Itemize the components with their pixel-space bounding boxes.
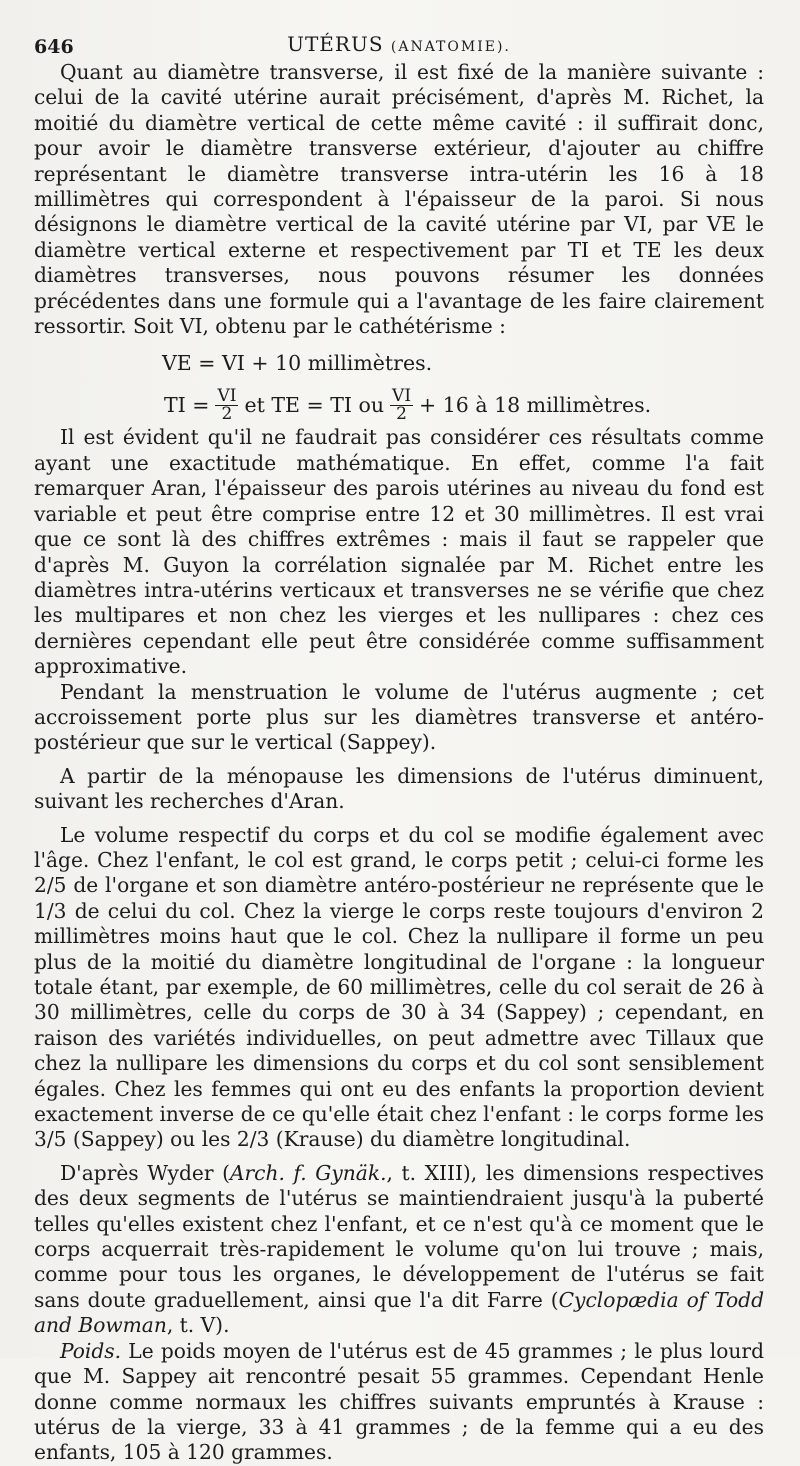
formula-block — [34, 343, 764, 423]
paragraph-exactitude: Il est évident qu'il ne faudrait pas considérer ces résultats comme ayant une exactitude mathématique. En effet, comme l'a fait remarquer Aran, l'épaisseur des parois utérines au niveau du fond est variable et peut être comprise entre 12 et 30 millimètres. Il est vrai que ce sont là des chiffres extrêmes : mais il faut se rappeler que d'après M. Guyon la corrélation signalée par M. Richet entre les diamètres intra-utérins verticaux et transverses ne se vérifie que chez les multipares et non chez les vierges et les nullipares : chez ces dernières cependant elle peut être considérée comme suffisamment approximative. — [34, 425, 764, 679]
formula-te-middle: et TE = TI ou — [244, 392, 385, 417]
formula-te-rhs: + 16 à 18 millimètres. — [419, 392, 652, 417]
wyder-text-start: D'après Wyder ( — [60, 1160, 230, 1185]
poids-heading: Poids. — [60, 1338, 122, 1363]
fraction-vi-over-2 — [215, 385, 238, 424]
fraction-denominator: 2 — [396, 403, 407, 424]
wyder-text-middle: , t. XIII), les dimensions respectives des deux segments de l'utérus se maintiendraient jusqu'à la puberté telles qu'elles existent chez l'enfant, et ce n'est qu'à ce moment que le corps acquerrait très-rapidement le volume qu'on lui trouve ; mais, comme pour tous les organes, le développement de l'utérus se fait sans doute graduellement, ainsi que l'a dit Farre ( — [34, 1160, 764, 1312]
fraction-denominator: 2 — [221, 403, 233, 424]
wyder-text-end: , t. V). — [166, 1313, 230, 1338]
running-head — [34, 32, 764, 56]
fraction-numerator: VI — [392, 385, 412, 406]
running-head-title: UTÉRUS — [287, 32, 384, 56]
paragraph-menstruation: Pendant la menstruation le volume de l'utérus augmente ; cet accroissement porte plus sur les diamètres transverse et antéro-postérieur que sur le vertical (Sappey). — [34, 679, 764, 755]
formula-ti-lhs: TI = — [164, 392, 210, 417]
page-number: 646 — [34, 36, 74, 58]
fraction-vi-over-2-second — [390, 385, 413, 424]
paragraph-volume-corps-col: Le volume respectif du corps et du col se modifie également avec l'âge. Chez l'enfant, le col est grand, le corps petit ; celui-ci forme les 2/5 de l'organe et son diamètre antéro-postérieur ne représente que le 1/3 de celui du col. Chez la vierge le corps reste toujours d'environ 2 millimètres moins haut que le col. Chez la nullipare il forme un peu plus de la moitié du diamètre longitudinal de l'organe : la longueur totale étant, par exemple, de 60 millimètres, celle du col serait de 26 à 30 millimètres, celle du corps de 30 à 34 (Sappey) ; cependant, en raison des variétés individuelles, on peut admettre avec Tillaux que chez la nullipare les dimensions du corps et du col sont sensiblement égales. Chez les femmes qui ont eu des enfants la proportion devient exactement inverse de ce qu'elle était chez l'enfant : le corps forme les 3/5 (Sappey) ou les 2/3 (Krause) du diamètre longitudinal. — [34, 822, 764, 1152]
citation-arch-gynak: Arch. f. Gynäk. — [229, 1160, 387, 1185]
formula-ti-te — [34, 387, 764, 423]
formula-ve: VE = VI + 10 millimètres. — [162, 351, 433, 376]
poids-text: Le poids moyen de l'utérus est de 45 grammes ; le plus lourd que M. Sappey ait rencontré pesait 55 grammes. Cependant Henle donne comme normaux les chiffres suivants empruntés à Krause : utérus de la vierge, 33 à 41 grammes ; de la femme qui a eu des enfants, 105 à 120 grammes. — [34, 1338, 764, 1465]
fraction-numerator: VI — [217, 385, 237, 406]
paragraph-transverse-diameter: Quant au diamètre transverse, il est fixé de la manière suivante : celui de la cavité utérine aurait précisément, d'après M. Richet, la moitié du diamètre vertical de cette même cavité : il suffirait donc, pour avoir le diamètre transverse extérieur, d'ajouter au chiffre représentant le diamètre transverse intra-utérin les 16 à 18 millimètres qui correspondent à l'épaisseur de la paroi. Si nous désignons le diamètre vertical de la cavité utérine par VI, par VE le diamètre vertical externe et respectivement par TI et TE les deux diamètres transverses, nous pouvons résumer les données précédentes dans une formule qui a l'avantage de les faire clairement ressortir. Soit VI, obtenu par le cathétérisme : — [34, 60, 764, 339]
paragraph-menopause: A partir de la ménopause les dimensions de l'utérus diminuent, suivant les recherches d'Aran. — [34, 763, 764, 814]
page-header — [34, 32, 764, 62]
body-text — [34, 60, 764, 1466]
citation-cyclopaedia: Cyclopædia of Todd and Bowman — [34, 1287, 765, 1338]
paragraph-wyder — [34, 1161, 764, 1339]
running-head-subtitle: (ANATOMIE). — [390, 39, 511, 55]
